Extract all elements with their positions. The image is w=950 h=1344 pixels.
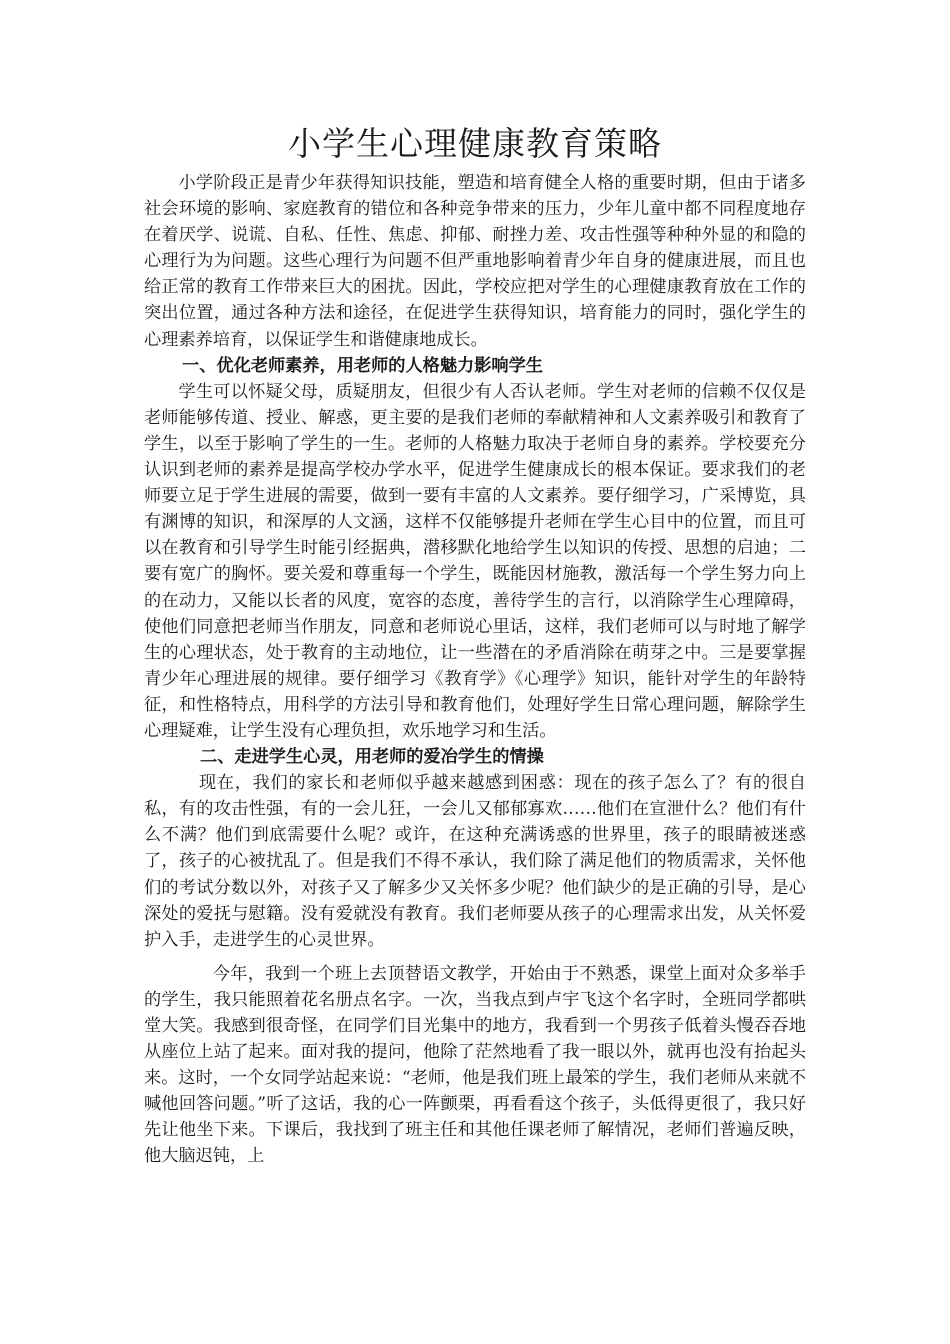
intro-paragraph: 小学阶段正是青少年获得知识技能，塑造和培育健全人格的重要时期，但由于诸多社会环境的影响、家庭教育的错位和各种竞争带来的压力，少年儿童中都不同程度地存在着厌学、说谎、自私、任性、焦虑、抑郁、耐挫力差、攻击性强等种种外显的和隐的心理行为为问题。这些心理行为问题不但严重地影响着青少年自身的健康进展，而且也给正常的教育工作带来巨大的困扰。因此，学校应把对学生的心理健康教育放在工作的突出位置，通过各种方法和途径，在促进学生获得知识，培育能力的同时，强化学生的心理素养培育，以保证学生和谐健康地成长。 (144, 173, 806, 350)
section-1-paragraph: 学生可以怀疑父母，质疑朋友，但很少有人否认老师。学生对老师的信赖不仅仅是老师能够传道、授业、解惑，更主要的是我们老师的奉献精神和人文素养吸引和教育了学生，以至于影响了学生的一生。老师的人格魅力取决于老师自身的素养。学校要充分认识到老师的素养是提高学校办学水平，促进学生健康成长的根本保证。要求我们的老师要立足于学生进展的需要，做到一要有丰富的人文素养。要仔细学习，广采博览，具有渊博的知识，和深厚的人文涵，这样不仅能够提升老师在学生心目中的位置，而且可以在教育和引导学生时能引经据典，潜移默化地给学生以知识的传授、思想的启迪；二要有宽广的胸怀。要关爱和尊重每一个学生，既能因材施教，激活每一个学生努力向上的在动力，又能以长者的风度，宽容的态度，善待学生的言行，以消除学生心理障碍，使他们同意把老师当作朋友，同意和老师说心里话，这样，我们老师可以与时地了解学生的心理状态，处于教育的主动地位，让一些潜在的矛盾消除在萌芽之中。三是要掌握青少年心理进展的规律。要仔细学习《教育学》《心理学》知识，能针对学生的年龄特征，和性格特点，用科学的方法引导和教育他们，处理好学生日常心理问题，解除学生心理疑难，让学生没有心理负担，欢乐地学习和生活。 (144, 381, 806, 741)
document-page (144, 118, 806, 1170)
document-title: 小学生心理健康教育策略 (288, 124, 662, 163)
section-2-paragraph-1: 现在，我们的家长和老师似乎越来越感到困惑：现在的孩子怎么了？有的很自私，有的攻击性强，有的一会儿狂，一会儿又郁郁寡欢……他们在宣泄什么？他们有什么不满？他们到底需要什么呢？或许，在这种充满诱惑的世界里，孩子的眼睛被迷惑了，孩子的心被扰乱了。但是我们不得不承认，我们除了满足他们的物质需求，关怀他们的考试分数以外，对孩子又了解多少又关怀多少呢？他们缺少的是正确的引导，是心深处的爱抚与慰籍。没有爱就没有教育。我们老师要从孩子的心理需求出发，从关怀爱护入手，走进学生的心灵世界。 (144, 773, 806, 950)
section-2-paragraph-2: 今年，我到一个班上去顶替语文教学，开始由于不熟悉，课堂上面对众多举手的学生，我只能照着花名册点名字。一次，当我点到卢宇飞这个名字时，全班同学都哄堂大笑。我感到很奇怪，在同学们目光集中的地方，我看到一个男孩子低着头慢吞吞地从座位上站了起来。面对我的提问，他除了茫然地看了我一眼以外，就再也没有抬起头来。这时，一个女同学站起来说：“老师，他是我们班上最笨的学生，我们老师从来就不喊他回答问题。”听了这话，我的心一阵颤栗，再看看这个孩子，头低得更很了，我只好先让他坐下来。下课后，我找到了班主任和其他任课老师了解情况，老师们普遍反映，他大脑迟钝，上 (144, 963, 806, 1167)
section-2-heading: 二、走进学生心灵，用老师的爱冶学生的情操 (200, 747, 544, 768)
paragraph-gap (144, 953, 806, 961)
section-1-heading: 一、优化老师素养，用老师的人格魅力影响学生 (182, 355, 543, 376)
